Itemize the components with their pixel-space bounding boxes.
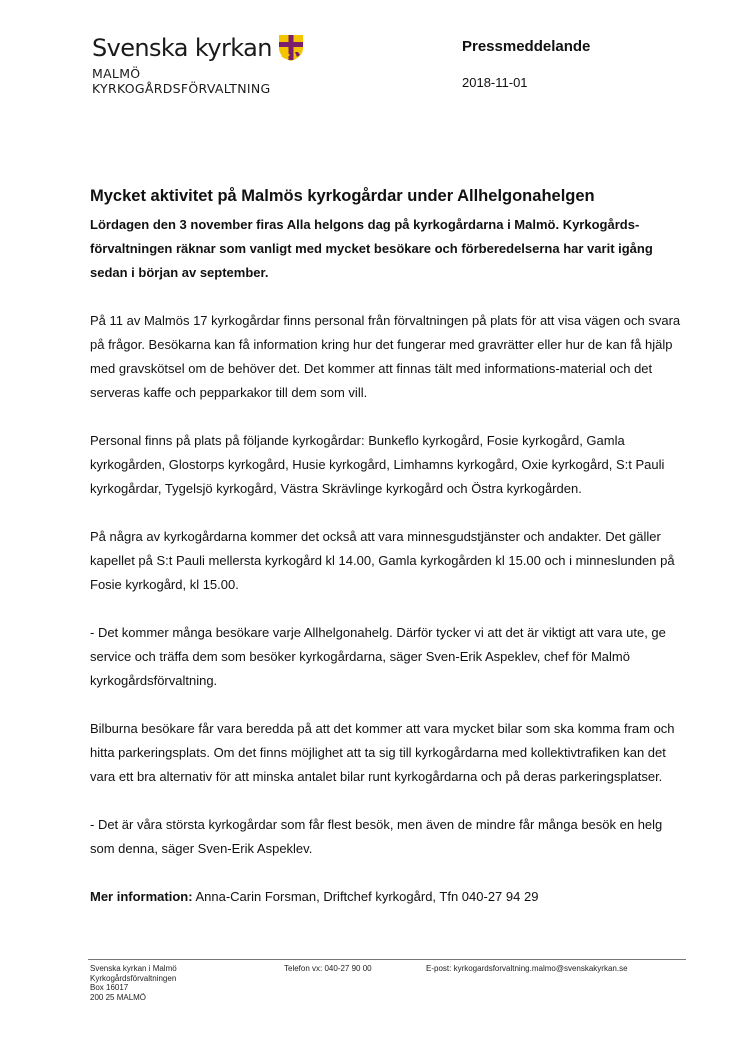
paragraph-1: På 11 av Malmös 17 kyrkogårdar finns personal från förvaltningen på plats för att visa vägen och svara på frågor. Besökarna kan få information kring hur det fungerar med gravrätter eller hur de kan få hjälp med gravskötsel om de behöver det. Det kommer att finnas tält med informations-material och det serveras kaffe och pepparkakor till dem som vill. bbox=[90, 313, 681, 400]
document-type: Pressmeddelande bbox=[462, 38, 591, 55]
footer-address-line: Svenska kyrkan i Malmö bbox=[90, 964, 177, 973]
footer-email[interactable]: E-post: kyrkogardsforvaltning.malmo@svenskakyrkan.se bbox=[426, 964, 628, 973]
paragraph-2: Personal finns på plats på följande kyrkogårdar: Bunkeflo kyrkogård, Fosie kyrkogård, Gamla kyrkogården, Glostorps kyrkogård, Husie kyrkogård, Limhamns kyrkogård, Oxie kyrkogård, S:t Pauli kyrkogårdar, Tygelsjö kyrkogård, Västra Skrävlinge kyrkogård och Östra kyrkogården. bbox=[90, 433, 665, 496]
more-info-label: Mer information: bbox=[90, 889, 193, 904]
paragraph-4: - Det kommer många besökare varje Allhelgonahelg. Därför tycker vi att det är viktigt att vara ute, ge service och träffa dem som besöker kyrkogårdarna, säger Sven-Erik Aspeklev, chef för Malmö kyrkogårdsförvaltning. bbox=[90, 625, 666, 688]
footer-address bbox=[90, 964, 177, 1002]
shield-cross-icon bbox=[278, 34, 304, 62]
footer-divider bbox=[88, 959, 686, 960]
paragraph-5: Bilburna besökare får vara beredda på att det kommer att vara mycket bilar som ska komma fram och hitta parkeringsplats. Om det finns möjlighet att ta sig till kyrkogårdarna med kollektivtrafiken kan det vara ett bra alternativ för att minska antalet bilar runt kyrkogårdarna och på deras parkeringsplatser. bbox=[90, 721, 675, 784]
org-line-1: MALMÖ bbox=[92, 66, 141, 81]
paragraph-6: - Det är våra största kyrkogårdar som får flest besök, men även de mindre får många besök en helg som denna, säger Sven-Erik Aspeklev. bbox=[90, 817, 663, 856]
footer-phone: Telefon vx: 040-27 90 00 bbox=[284, 964, 372, 973]
article-lead: Lördagen den 3 november firas Alla helgons dag på kyrkogårdarna i Malmö. Kyrkogårds-förvaltningen räknar som vanligt med mycket besökare och förberedelserna har varit igång sedan i början av september. bbox=[90, 217, 653, 280]
footer-address-line: Kyrkogårdsförvaltningen bbox=[90, 973, 177, 983]
paragraph-3: På några av kyrkogårdarna kommer det också att vara minnesgudstjänster och andakter. Det gäller kapellet på S:t Pauli mellersta kyrkogård kl 14.00, Gamla kyrkogården kl 15.00 och i minneslunden på Fosie kyrkogård, kl 15.00. bbox=[90, 529, 675, 592]
brand-name: Svenska kyrkan bbox=[92, 34, 272, 62]
footer-address-line: 200 25 MALMÖ bbox=[90, 992, 147, 1002]
document-date: 2018-11-01 bbox=[462, 75, 528, 90]
footer-address-line: Box 16017 bbox=[90, 983, 129, 992]
logo bbox=[92, 34, 304, 96]
article-title: Mycket aktivitet på Malmös kyrkogårdar under Allhelgonahelgen bbox=[90, 187, 595, 205]
org-line-2: KYRKOGÅRDSFÖRVALTNING bbox=[92, 81, 271, 96]
more-info bbox=[90, 885, 690, 909]
more-info-text: Anna-Carin Forsman, Driftchef kyrkogård, Tfn 040-27 94 29 bbox=[192, 889, 539, 904]
article bbox=[90, 186, 690, 909]
